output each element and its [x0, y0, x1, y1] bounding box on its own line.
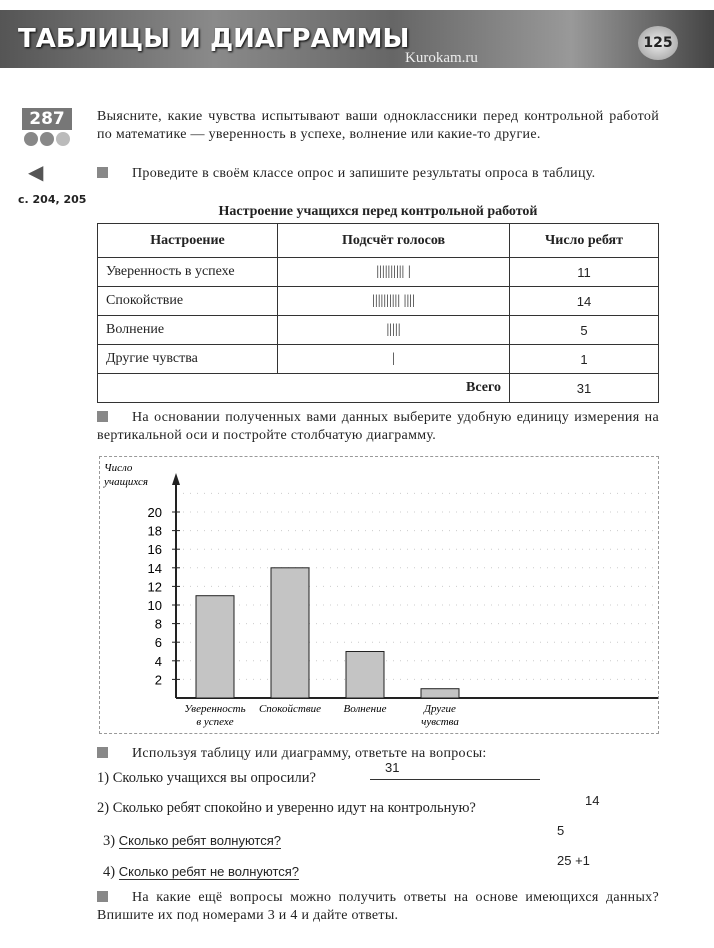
x-tick-label: Спокойствие — [258, 703, 322, 715]
count-cell[interactable]: 11 — [510, 258, 659, 287]
table-row — [98, 287, 659, 316]
total-cell[interactable]: 31 — [510, 374, 659, 403]
task-number: 287 — [22, 108, 72, 130]
step-3-text: Используя таблицу или диаграмму, ответьте на вопросы: — [132, 746, 487, 761]
y-tick-label: 10 — [147, 598, 162, 613]
y-tick-label: 18 — [147, 523, 162, 539]
y-tick-label: 16 — [147, 542, 162, 558]
chapter-title: ТАБЛИЦЫ И ДИАГРАММЫ — [18, 24, 410, 54]
page-reference: с. 204, 205 — [18, 193, 87, 206]
difficulty-ball-icon — [40, 132, 54, 146]
question-number: 1) — [97, 770, 110, 786]
chart-svg — [100, 457, 660, 735]
tally-cell: | — [278, 345, 510, 374]
y-tick-label: 20 — [147, 505, 162, 520]
answer-1[interactable]: 31 — [370, 760, 540, 780]
table-title: Настроение учащихся перед контрольной работой — [218, 204, 538, 219]
table-row — [98, 345, 659, 374]
bullet-square-icon — [97, 167, 108, 178]
header-tally: Подсчёт голосов — [278, 224, 510, 258]
y-tick-label: 2 — [154, 672, 162, 688]
tally-cell: |||||||||| |||| — [278, 287, 510, 316]
header-mood: Настроение — [98, 224, 278, 258]
y-axis-arrow-icon — [172, 473, 180, 485]
task-intro: Выясните, какие чувства испытывают ваши одноклассники перед контрольной работой по математике — уверенность в успехе, волнение или какие-то другие. — [97, 109, 659, 142]
step-4-text: На какие ещё вопросы можно получить ответы на основе имеющихся данных? Впишите их под номерами 3 и 4 и дайте ответы. — [97, 890, 659, 923]
question-number: 2) — [97, 800, 110, 816]
question-text: Сколько ребят спокойно и уверенно идут на контрольную? — [112, 800, 476, 816]
step-1 — [97, 165, 659, 183]
answer-3[interactable]: 5 — [557, 823, 565, 838]
y-axis-label: Число — [104, 462, 133, 474]
bar — [346, 652, 384, 699]
tally-cell: ||||| — [278, 316, 510, 345]
y-axis-label: учащихся — [104, 476, 149, 488]
y-tick-label: 4 — [154, 653, 162, 669]
question-text: Сколько учащихся вы опросили? — [112, 770, 316, 786]
mood-cell: Волнение — [98, 316, 278, 345]
page-number: 125 — [638, 26, 678, 60]
question-1 — [97, 770, 316, 787]
x-tick-label: Уверенность — [184, 703, 246, 715]
bullet-square-icon — [97, 891, 108, 902]
table-row — [98, 258, 659, 287]
watermark: Kurokam.ru — [405, 50, 478, 66]
step-2 — [97, 409, 659, 445]
header-count: Число ребят — [510, 224, 659, 258]
question-3 — [103, 833, 533, 850]
count-cell[interactable]: 1 — [510, 345, 659, 374]
mood-cell: Уверенность в успехе — [98, 258, 278, 287]
question-text[interactable]: Сколько ребят волнуются? — [118, 833, 282, 848]
x-tick-label: чувства — [421, 716, 459, 728]
tally-cell: |||||||||| | — [278, 258, 510, 287]
y-tick-label: 14 — [147, 560, 162, 576]
total-label: Всего — [98, 374, 510, 403]
table-row — [98, 316, 659, 345]
question-text[interactable]: Сколько ребят не волнуются? — [118, 864, 300, 879]
x-tick-label: в успехе — [196, 716, 234, 728]
y-tick-label: 6 — [154, 635, 162, 651]
difficulty-ball-icon — [24, 132, 38, 146]
x-tick-label: Волнение — [343, 703, 387, 715]
bar — [196, 596, 234, 698]
count-cell[interactable]: 14 — [510, 287, 659, 316]
bullet-square-icon — [97, 747, 108, 758]
answer-4[interactable]: 25 +1 — [557, 853, 590, 868]
y-tick-label: 12 — [147, 579, 162, 595]
bar — [421, 689, 459, 698]
step-4 — [97, 889, 659, 925]
step-1-text: Проведите в своём классе опрос и запишите результаты опроса в таблицу. — [132, 166, 596, 181]
answer-2[interactable]: 14 — [585, 793, 600, 808]
question-number: 4) — [103, 864, 116, 880]
bullet-square-icon — [97, 411, 108, 422]
mood-cell: Спокойствие — [98, 287, 278, 316]
y-tick-label: 8 — [154, 616, 162, 632]
total-row — [98, 374, 659, 403]
bar — [271, 568, 309, 698]
count-cell[interactable]: 5 — [510, 316, 659, 345]
question-4 — [103, 864, 533, 881]
mood-cell: Другие чувства — [98, 345, 278, 374]
difficulty-ball-icon — [56, 132, 70, 146]
bar-chart — [99, 456, 659, 734]
x-tick-label: Другие — [424, 703, 456, 715]
arrow-icon: ◀ — [28, 162, 44, 184]
question-number: 3) — [103, 833, 116, 849]
question-2 — [97, 800, 476, 817]
survey-table — [97, 223, 659, 403]
step-2-text: На основании полученных вами данных выберите удобную единицу измерения на вертикальной оси и постройте столбчатую диаграмму. — [97, 410, 659, 443]
